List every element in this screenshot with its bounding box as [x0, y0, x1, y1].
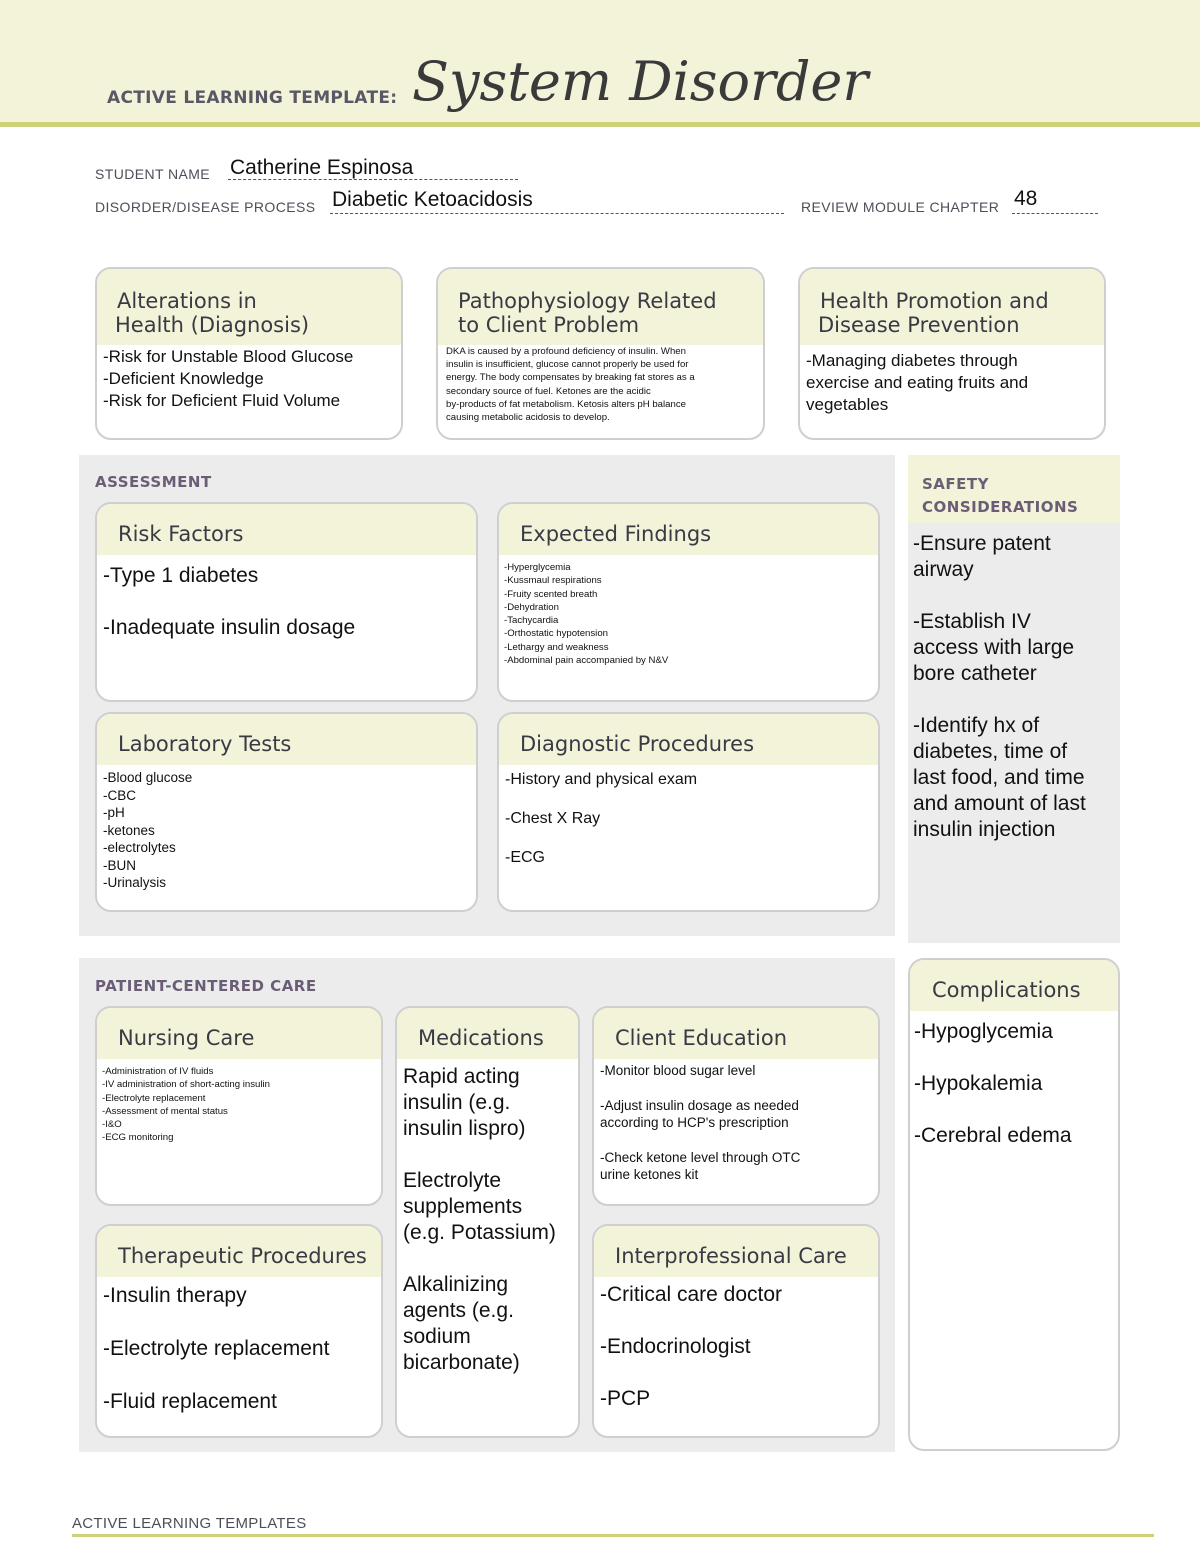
- medication-block: [403, 1272, 572, 1376]
- laboratory-tests-card: [95, 712, 478, 912]
- education-block: [600, 1149, 872, 1184]
- list-item: -pH: [103, 805, 125, 820]
- alterations-title-line2: Health (Diagnosis): [115, 313, 310, 337]
- list-item: -IV administration of short-acting insulin: [102, 1079, 270, 1091]
- laboratory-tests-header: Laboratory Tests: [97, 714, 476, 765]
- expected-findings-header: Expected Findings: [499, 504, 878, 555]
- medications-card: [395, 1006, 580, 1438]
- list-item: -Endocrinologist: [600, 1335, 751, 1358]
- assessment-title: ASSESSMENT: [95, 473, 212, 491]
- list-item: -Abdominal pain accompanied by N&V: [504, 655, 669, 667]
- list-item: -Risk for Deficient Fluid Volume: [103, 391, 341, 410]
- text-line: sodium: [403, 1325, 471, 1348]
- nursing-care-body: [97, 1059, 381, 1151]
- text-line: supplements: [403, 1195, 523, 1218]
- list-item: -Chest X Ray: [505, 810, 601, 827]
- page-title: System Disorder: [412, 50, 869, 113]
- text-line: -Identify hx of: [913, 714, 1040, 737]
- text-line: -Monitor blood sugar level: [600, 1063, 756, 1078]
- chapter-value: 48: [1014, 187, 1038, 210]
- pathophysiology-title-line2: to Client Problem: [458, 313, 640, 337]
- list-item: -Dehydration: [504, 601, 559, 613]
- alterations-title-line1: Alterations in: [117, 289, 257, 313]
- client-education-card: [592, 1006, 880, 1206]
- list-item: -ECG: [505, 849, 545, 866]
- disorder-value: Diabetic Ketoacidosis: [332, 188, 533, 211]
- text-line: by-products of fat metabolism. Ketosis alters pH balance: [446, 398, 686, 410]
- list-item: -Critical care doctor: [600, 1283, 783, 1306]
- text-line: -Check ketone level through OTC: [600, 1149, 801, 1165]
- medications-header: Medications: [397, 1008, 578, 1059]
- list-item: -ECG monitoring: [102, 1132, 174, 1144]
- pathophysiology-card-header: [438, 269, 763, 345]
- interprofessional-care-header: Interprofessional Care: [594, 1226, 878, 1277]
- list-item: -Blood glucose: [103, 770, 193, 785]
- diagnostic-procedures-card: [497, 712, 880, 912]
- text-line: -Establish IV: [913, 610, 1031, 633]
- list-item: -BUN: [103, 857, 136, 873]
- alterations-card: [95, 267, 403, 440]
- text-line: energy. The body compensates by breaking fat stores as a: [446, 372, 695, 384]
- medication-block: [403, 1168, 572, 1246]
- pathophysiology-card-body: [438, 345, 763, 424]
- safety-title: [922, 473, 1078, 519]
- text-line: access with large: [913, 636, 1075, 659]
- list-item: -Lethargy and weakness: [504, 641, 609, 653]
- list-item: -Hyperglycemia: [504, 562, 571, 573]
- safety-title-line1: SAFETY: [922, 475, 989, 493]
- text-line: airway: [913, 558, 974, 581]
- complications-card: [908, 958, 1120, 1451]
- list-item: -Type 1 diabetes: [103, 564, 259, 587]
- text-line: -Adjust insulin dosage as needed: [600, 1097, 799, 1113]
- template-label: ACTIVE LEARNING TEMPLATE:: [107, 88, 398, 108]
- list-item: -Hypoglycemia: [914, 1020, 1053, 1043]
- text-line: Electrolyte: [403, 1169, 502, 1192]
- medication-block: [403, 1064, 572, 1142]
- chapter-label: REVIEW MODULE CHAPTER: [801, 199, 1000, 215]
- list-item: -History and physical exam: [505, 771, 698, 788]
- list-item: -Kussmaul respirations: [504, 575, 602, 587]
- list-item: -Inadequate insulin dosage: [103, 616, 356, 639]
- health-promotion-card-body: [800, 345, 1104, 421]
- safety-block: [913, 609, 1117, 687]
- health-promotion-card-header: [800, 269, 1104, 345]
- disorder-label: DISORDER/DISEASE PROCESS: [95, 199, 316, 215]
- list-item: -CBC: [103, 787, 136, 803]
- risk-factors-body: [97, 555, 476, 649]
- patient-care-title: PATIENT-CENTERED CARE: [95, 977, 317, 995]
- text-line: exercise and eating fruits and: [806, 373, 1029, 392]
- list-item: -Cerebral edema: [914, 1124, 1072, 1147]
- expected-findings-card: [497, 502, 880, 702]
- text-line: (e.g. Potassium): [403, 1221, 556, 1244]
- list-item: -Hypokalemia: [914, 1072, 1043, 1095]
- text-line: last food, and time: [913, 766, 1085, 789]
- text-line: insulin lispro): [403, 1117, 526, 1140]
- therapeutic-procedures-body: [97, 1277, 381, 1421]
- interprofessional-care-card: [592, 1224, 880, 1438]
- health-promotion-title-line2: Disease Prevention: [818, 313, 1020, 337]
- safety-title-line2: CONSIDERATIONS: [922, 498, 1079, 516]
- list-item: -Electrolyte replacement: [103, 1337, 330, 1360]
- list-item: -Administration of IV fluids: [102, 1066, 214, 1077]
- therapeutic-procedures-header: Therapeutic Procedures: [97, 1226, 381, 1277]
- pathophysiology-title-line1: Pathophysiology Related: [458, 289, 717, 313]
- alterations-card-body: [97, 345, 401, 413]
- nursing-care-card: [95, 1006, 383, 1206]
- header-divider: [0, 122, 1200, 127]
- student-name-label: STUDENT NAME: [95, 166, 210, 182]
- health-promotion-card: [798, 267, 1106, 440]
- complications-body: [910, 1011, 1118, 1157]
- laboratory-tests-body: [97, 765, 476, 896]
- list-item: -PCP: [600, 1387, 651, 1410]
- diagnostic-procedures-body: [499, 765, 878, 873]
- diagnostic-procedures-header: Diagnostic Procedures: [499, 714, 878, 765]
- safety-block: [913, 531, 1117, 583]
- therapeutic-procedures-card: [95, 1224, 383, 1438]
- footer-divider: [72, 1534, 1154, 1537]
- interprofessional-care-body: [594, 1277, 878, 1417]
- risk-factors-card: [95, 502, 478, 702]
- list-item: -Urinalysis: [103, 875, 167, 890]
- text-line: causing metabolic acidosis to develop.: [446, 412, 610, 424]
- safety-body: [913, 531, 1117, 843]
- education-block: [600, 1062, 872, 1080]
- text-line: bore catheter: [913, 662, 1037, 685]
- text-line: insulin injection: [913, 818, 1056, 841]
- pathophysiology-card: [436, 267, 765, 440]
- medications-body: [397, 1059, 578, 1381]
- text-line: insulin is insufficient, glucose cannot properly be used for: [446, 359, 689, 371]
- list-item: -ketones: [103, 822, 155, 838]
- text-line: Rapid acting: [403, 1065, 520, 1088]
- health-promotion-title-line1: Health Promotion and: [820, 289, 1049, 313]
- safety-block: [913, 713, 1117, 843]
- expected-findings-body: [499, 555, 878, 673]
- list-item: -Risk for Unstable Blood Glucose: [103, 347, 354, 366]
- text-line: -Ensure patent: [913, 532, 1051, 555]
- list-item: -Electrolyte replacement: [102, 1092, 206, 1104]
- text-line: vegetables: [806, 395, 889, 414]
- list-item: -Fluid replacement: [103, 1390, 277, 1413]
- text-line: according to HCP's prescription: [600, 1115, 789, 1130]
- complications-header: Complications: [910, 960, 1118, 1011]
- list-item: -electrolytes: [103, 840, 176, 855]
- list-item: -Deficient Knowledge: [103, 369, 264, 388]
- footer-text: ACTIVE LEARNING TEMPLATES: [72, 1515, 307, 1532]
- list-item: -I&O: [102, 1119, 122, 1131]
- nursing-care-header: Nursing Care: [97, 1008, 381, 1059]
- text-line: Alkalinizing: [403, 1273, 509, 1296]
- list-item: -Tachycardia: [504, 615, 559, 627]
- text-line: DKA is caused by a profound deficiency of insulin. When: [446, 346, 686, 357]
- education-block: [600, 1097, 872, 1132]
- text-line: insulin (e.g.: [403, 1091, 511, 1114]
- text-line: and amount of last: [913, 792, 1086, 815]
- list-item: -Fruity scented breath: [504, 588, 598, 600]
- text-line: urine ketones kit: [600, 1167, 699, 1182]
- list-item: -Insulin therapy: [103, 1284, 247, 1307]
- alterations-card-header: [97, 269, 401, 345]
- text-line: diabetes, time of: [913, 740, 1068, 763]
- text-line: agents (e.g.: [403, 1299, 514, 1322]
- risk-factors-header: Risk Factors: [97, 504, 476, 555]
- student-name-value: Catherine Espinosa: [230, 156, 414, 179]
- list-item: -Orthostatic hypotension: [504, 628, 608, 640]
- client-education-body: [594, 1059, 878, 1187]
- text-line: -Managing diabetes through: [806, 351, 1018, 370]
- client-education-header: Client Education: [594, 1008, 878, 1059]
- list-item: -Assessment of mental status: [102, 1105, 228, 1117]
- text-line: bicarbonate): [403, 1351, 520, 1374]
- text-line: secondary source of fuel. Ketones are the acidic: [446, 385, 651, 397]
